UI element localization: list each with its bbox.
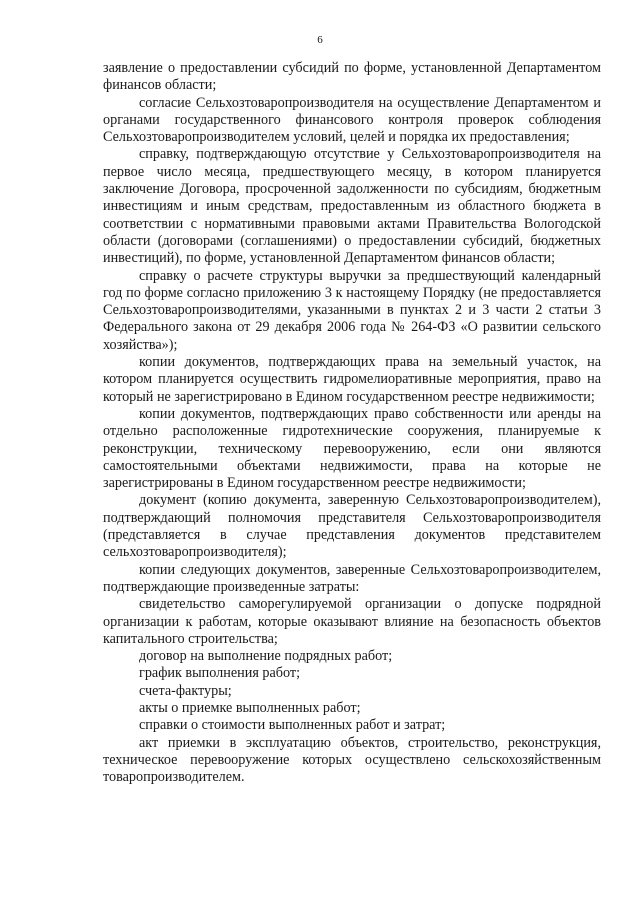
paragraph: заявление о предоставлении субсидий по форме, установленной Департаментом финансов области; [103, 60, 601, 94]
paragraph: справки о стоимости выполненных работ и затрат; [139, 717, 446, 734]
paragraph: документ (копию документа, заверенную Сельхозтоваропроизводителем), подтверждающий полномочия представителя Сельхозтоваропроизводителя (представляется в случае представления документов представителем сельхозтоваропроизводителя); [103, 492, 601, 561]
page-number: 6 [317, 34, 323, 46]
paragraph: справку о расчете структуры выручки за предшествующий календарный год по форме согласно приложению 3 к настоящему Порядку (не предоставляется Сельхозтоваропроизводителями, указанными в пунктах 2 и 3 части 2 статьи 3 Федерального закона от 29 декабря 2006 года № 264-ФЗ «О развитии сельского хозяйства»); [103, 267, 601, 353]
paragraph: счета-фактуры; [139, 682, 232, 699]
paragraph: договор на выполнение подрядных работ; [139, 648, 393, 665]
paragraph: согласие Сельхозтоваропроизводителя на осуществление Департаментом и органами государственного финансового контроля проверок соблюдения Сельхозтоваропроизводителем условий, целей и порядка их предоставления; [103, 94, 601, 146]
paragraph: справку, подтверждающую отсутствие у Сельхозтоваропроизводителя на первое число месяца, предшествующего месяцу, в котором планируется заключение Договора, просроченной задолженности по субсидиям, бюджетным инвестициям и иным средствам, предоставленным из областного бюджета в соответствии с нормативными правовыми актами Правительства Вологодской области (договорами (соглашениями) о предоставлении субсидий, бюджетных инвестиций), по форме, установленной Департаментом финансов области; [103, 146, 601, 267]
paragraph: копии документов, подтверждающих право собственности или аренды на отдельно расположенные гидротехнические сооружения, планируемые к реконструкции, техническому перевооружению, если они являются самостоятельными объектами недвижимости, права на которые не зарегистрированы в Едином государственном реестре недвижимости; [103, 405, 601, 492]
paragraph: акт приемки в эксплуатацию объектов, строительство, реконструкция, техническое перевооружение которых осуществлено сельскохозяйственным товаропроизводителем. [103, 734, 601, 786]
paragraph: копии документов, подтверждающих права на земельный участок, на котором планируется осуществить гидромелиоративные мероприятия, право на который не зарегистрировано в Едином государственном реестре недвижимости; [103, 354, 601, 405]
paragraph: свидетельство саморегулируемой организации о допуске подрядной организации к работам, которые оказывают влияние на безопасность объектов капитального строительства; [103, 596, 601, 647]
paragraph: акты о приемке выполненных работ; [139, 699, 361, 716]
paragraph: копии следующих документов, заверенные Сельхозтоваропроизводителем, подтверждающие произведенные затраты: [103, 561, 601, 595]
document-body [103, 60, 601, 786]
paragraph: график выполнения работ; [139, 665, 301, 682]
